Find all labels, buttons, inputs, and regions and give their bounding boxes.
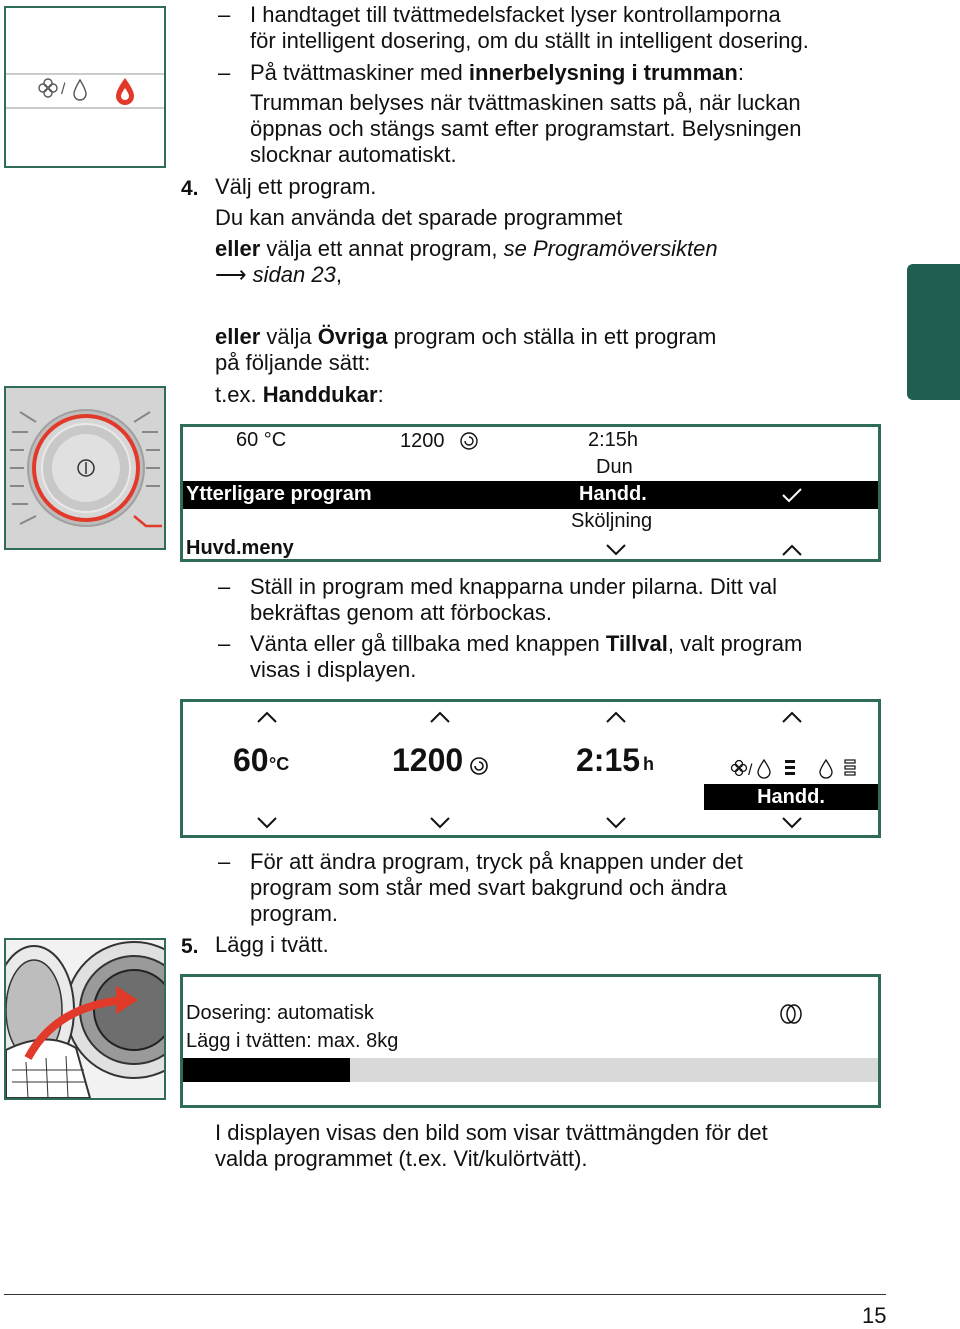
mid-bullet2-line1: Vänta eller gå tillbaka med knappen Tillval, valt program xyxy=(250,631,803,656)
chevron-down-icon[interactable] xyxy=(605,543,627,557)
svg-text:/: / xyxy=(748,762,753,779)
display-program-menu xyxy=(180,424,881,562)
display1-selected-row[interactable] xyxy=(183,481,878,509)
spin-icon xyxy=(459,431,479,451)
change-program-line2: program som står med svart bakgrund och ändra xyxy=(250,875,727,900)
drop-icon xyxy=(820,760,832,778)
load-bar xyxy=(183,1058,878,1082)
mid-bullet1-line2: bekräftas genom att förbockas. xyxy=(250,600,553,625)
intro-bullet2-line2: Trumman belyses när tvättmaskinen satts på, när luckan xyxy=(250,90,801,115)
display2-time-value: 2:15 xyxy=(576,742,641,778)
intro-bullet1-line2: för intelligent dosering, om du ställt in intelligent dosering. xyxy=(250,28,809,53)
display1-temp: 60 °C xyxy=(236,429,287,451)
step4-line5: på följande sätt: xyxy=(215,350,371,375)
mid-bullet2-line2: visas i displayen. xyxy=(250,657,417,682)
level-icon xyxy=(785,760,795,775)
step4-line1: Du kan använda det sparade programmet xyxy=(215,205,623,230)
intro-bullet2-line1: På tvättmaskiner med innerbelysning i trumman: xyxy=(250,60,744,85)
intro-bullet2-line4: slocknar automatiskt. xyxy=(250,142,457,167)
program-selector-illustration xyxy=(4,386,166,550)
time-down-chevron-icon[interactable] xyxy=(605,816,627,830)
level-icon xyxy=(845,760,855,775)
spin-up-chevron-icon[interactable] xyxy=(429,710,451,724)
display2-time-unit: h xyxy=(643,754,654,774)
footer-rule xyxy=(4,1294,886,1295)
dosing-auto-icon xyxy=(779,1003,805,1025)
temp-down-chevron-icon[interactable] xyxy=(256,816,278,830)
mid-bullet1-line1: Ställ in program med knapparna under pilarna. Ditt val xyxy=(250,574,778,599)
change-program-line1: För att ändra program, tryck på knappen under det xyxy=(250,849,743,874)
step4-line3: ⟶ sidan 23, xyxy=(215,262,342,287)
detergent-handle-illustration xyxy=(4,6,166,168)
step4-line6: t.ex. Handdukar: xyxy=(215,382,384,407)
svg-text:/: / xyxy=(61,81,66,98)
check-icon xyxy=(781,487,803,503)
display-load-info xyxy=(180,974,881,1108)
step4-line4: eller välja Övriga program och ställa in ett program xyxy=(215,324,717,349)
display3-dosing: Dosering: automatisk xyxy=(186,1002,374,1024)
spin-down-chevron-icon[interactable] xyxy=(429,816,451,830)
step5-number: 5. xyxy=(181,935,199,958)
flower-icon xyxy=(39,79,57,97)
display2-spin-value: 1200 xyxy=(392,742,464,778)
display2-program-label[interactable] xyxy=(704,784,878,810)
closing-line1: I displayen visas den bild som visar tvättmängden för det xyxy=(215,1120,768,1145)
intro-bullet2-line3: öppnas och stängs samt efter programstart. Belysningen xyxy=(250,116,802,141)
display1-menu-label[interactable]: Huvd.meny xyxy=(186,537,294,559)
flower-icon xyxy=(732,761,747,776)
display1-selected-program: Handd. xyxy=(579,483,647,505)
display2-temp-value: 60 xyxy=(233,742,269,778)
display1-time: 2:15h xyxy=(588,429,639,451)
program-down-chevron-icon[interactable] xyxy=(781,816,803,830)
load-laundry-illustration xyxy=(4,938,166,1100)
intro-bullet1-line1: I handtaget till tvättmedelsfacket lyser kontrollamporna xyxy=(250,2,781,27)
display1-option-below: Sköljning xyxy=(571,510,653,532)
display1-option-above: Dun xyxy=(596,456,633,478)
load-bar-fill xyxy=(183,1058,350,1082)
spin-icon xyxy=(469,756,489,776)
chapter-tab xyxy=(907,264,960,400)
change-program-line3: program. xyxy=(250,901,339,926)
step4-title: Välj ett program. xyxy=(215,174,377,199)
program-selector-svg xyxy=(6,388,164,548)
display1-left-label: Ytterligare program xyxy=(186,483,372,505)
step5-title: Lägg i tvätt. xyxy=(215,932,329,957)
drop-icon xyxy=(74,80,86,100)
temp-up-chevron-icon[interactable] xyxy=(256,710,278,724)
display3-load: Lägg i tvätten: max. 8kg xyxy=(186,1030,399,1052)
dosing-icons xyxy=(729,756,863,780)
display1-spin: 1200 xyxy=(400,430,445,452)
drop-icon xyxy=(758,760,770,778)
program-up-chevron-icon[interactable] xyxy=(781,710,803,724)
step4-line2: eller välja ett annat program, se Programöversikten xyxy=(215,236,718,261)
detergent-handle-svg xyxy=(6,8,164,166)
display2-program-text: Handd. xyxy=(757,786,825,808)
display2-temp-unit: °C xyxy=(269,754,290,774)
chevron-up-icon[interactable] xyxy=(781,543,803,557)
display-program-settings xyxy=(180,699,881,838)
load-laundry-svg xyxy=(6,940,164,1098)
closing-line2: valda programmet (t.ex. Vit/kulörtvätt). xyxy=(215,1146,588,1171)
time-up-chevron-icon[interactable] xyxy=(605,710,627,724)
page-number: 15 xyxy=(862,1303,887,1328)
step4-number: 4. xyxy=(181,177,199,200)
